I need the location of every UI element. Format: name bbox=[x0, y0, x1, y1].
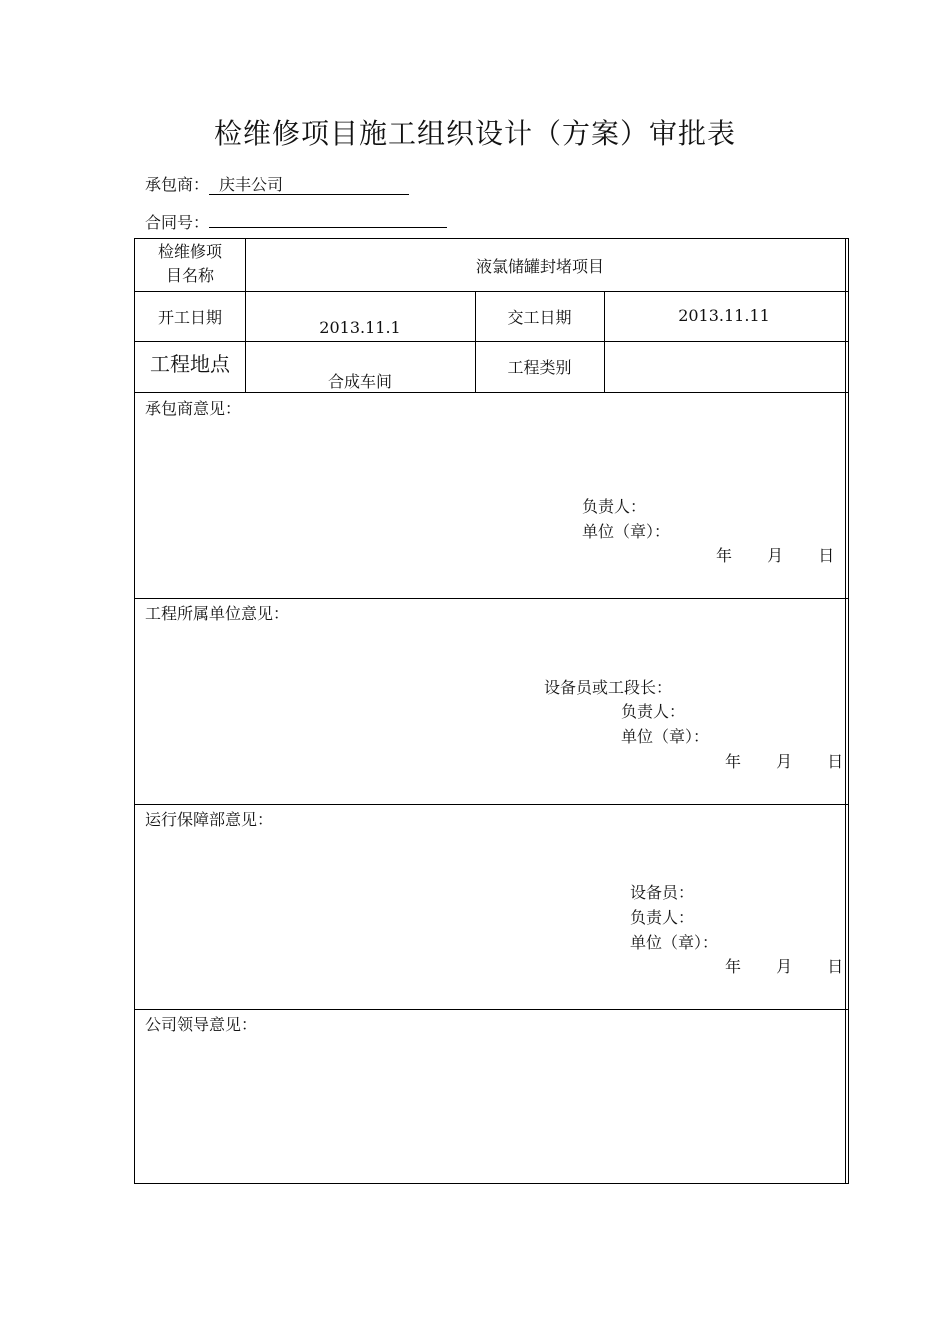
equipment-officer-label: 设备员： bbox=[630, 883, 695, 902]
location-label: 工程地点 bbox=[150, 352, 230, 376]
owner-unit-opinion-label: 工程所属单位意见： bbox=[145, 604, 290, 623]
owner-unit-seal-label: 单位（章）： bbox=[621, 727, 710, 746]
contract-number-value[interactable] bbox=[209, 209, 447, 228]
category-label: 工程类别 bbox=[507, 358, 572, 377]
row-divider bbox=[135, 341, 848, 342]
month-label: 月 bbox=[767, 546, 784, 565]
contractor-date-line bbox=[716, 543, 834, 566]
location-value[interactable]: 合成车间 bbox=[327, 372, 392, 391]
company-leader-opinion-label: 公司领导意见： bbox=[145, 1015, 258, 1034]
end-date-label: 交工日期 bbox=[507, 308, 572, 327]
equipment-or-section-chief-label: 设备员或工段长： bbox=[544, 678, 673, 697]
year-label: 年 bbox=[725, 957, 742, 976]
contract-number-line bbox=[145, 209, 447, 233]
month-label: 月 bbox=[776, 752, 793, 771]
end-date-value[interactable]: 2013.11.11 bbox=[678, 306, 770, 325]
day-label: 日 bbox=[818, 546, 835, 565]
contract-number-label: 合同号： bbox=[145, 213, 210, 232]
project-name-value[interactable]: 液氯储罐封堵项目 bbox=[475, 257, 604, 276]
row-divider bbox=[135, 392, 848, 393]
start-date-label: 开工日期 bbox=[157, 308, 222, 327]
owner-unit-date-line bbox=[725, 749, 843, 772]
contractor-unit-seal-label: 单位（章）： bbox=[582, 522, 671, 541]
project-name-label: 检维修项 目名称 bbox=[157, 242, 222, 285]
year-label: 年 bbox=[725, 752, 742, 771]
contractor-opinion-label: 承包商意见： bbox=[145, 399, 242, 418]
row-divider bbox=[135, 598, 848, 599]
contractor-value[interactable]: 庆丰公司 bbox=[209, 176, 409, 195]
contractor-line bbox=[145, 172, 409, 195]
year-label: 年 bbox=[716, 546, 733, 565]
start-date-value[interactable]: 2013.11.1 bbox=[319, 318, 401, 337]
contractor-responsible-label: 负责人： bbox=[582, 497, 647, 516]
row-divider bbox=[135, 291, 848, 292]
row-divider bbox=[135, 804, 848, 805]
day-label: 日 bbox=[827, 957, 844, 976]
operations-dept-opinion-label: 运行保障部意见： bbox=[145, 810, 274, 829]
row-divider bbox=[135, 1009, 848, 1010]
day-label: 日 bbox=[827, 752, 844, 771]
approval-form-table bbox=[134, 238, 849, 1184]
month-label: 月 bbox=[776, 957, 793, 976]
document-title: 检维修项目施工组织设计（方案）审批表 bbox=[213, 117, 736, 150]
operations-date-line bbox=[725, 954, 843, 977]
contractor-label: 承包商： bbox=[145, 175, 210, 194]
owner-unit-responsible-label: 负责人： bbox=[621, 702, 686, 721]
operations-responsible-label: 负责人： bbox=[630, 908, 695, 927]
operations-unit-seal-label: 单位（章）： bbox=[630, 933, 719, 952]
